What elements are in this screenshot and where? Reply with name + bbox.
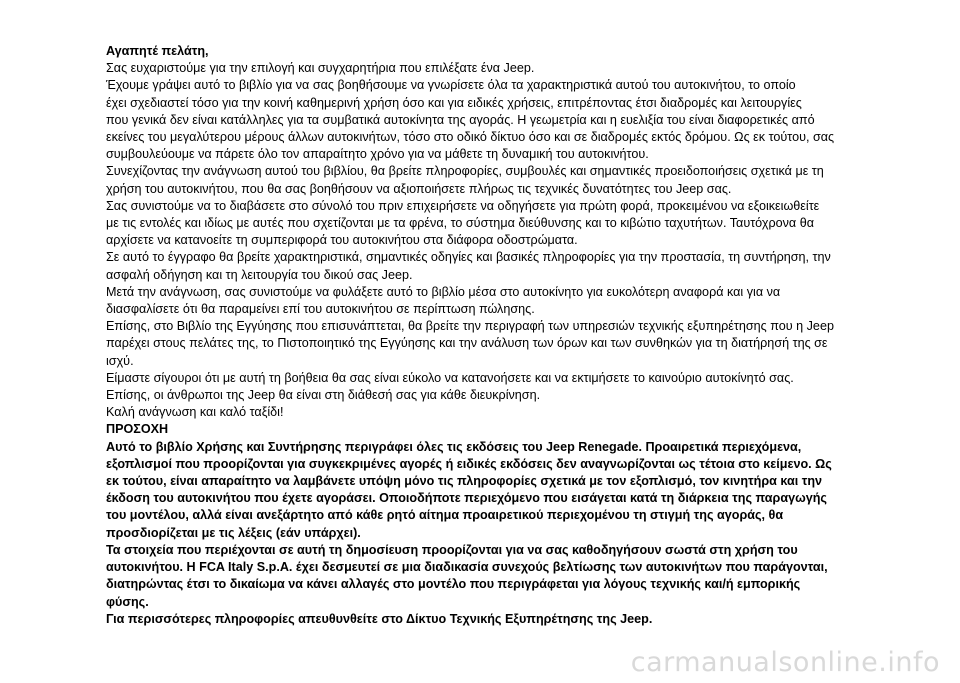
body-line: Σε αυτό το έγγραφο θα βρείτε χαρακτηριστικά, σημαντικές οδηγίες και βασικές πληροφορίες για την προστασία, τη συντήρηση, την — [106, 250, 831, 265]
document-page — [106, 43, 848, 628]
body-line: Συνεχίζοντας την ανάγνωση αυτού του βιβλίου, θα βρείτε πληροφορίες, συμβουλές και σημαντικές προειδοποιήσεις σχετικά με τη — [106, 164, 824, 179]
body-paragraph — [106, 318, 848, 370]
notice-line: διατηρώντας έτσι το δικαίωμα να κάνει αλλαγές στο μοντέλο που περιγράφεται για λόγους τεχνικής και/ή εμπορικής — [106, 577, 801, 592]
body-line: Επίσης, στο Βιβλίο της Εγγύησης που επισυνάπτεται, θα βρείτε την περιγραφή των υπηρεσιών τεχνικής εξυπηρέτησης που η Jeep — [106, 319, 834, 334]
notice-paragraph — [106, 439, 848, 542]
body-paragraph — [106, 198, 848, 250]
notice-line: εκ τούτου, είναι απαραίτητο να λαμβάνετε υπόψη μόνο τις πληροφορίες σχετικά με τον εξοπλισμό, τον κινητήρα και την — [106, 474, 823, 489]
body-line: διασφαλίσετε ότι θα παραμείνει επί του αυτοκινήτου σε περίπτωση πώλησης. — [106, 302, 535, 317]
body-line: παρέχει στους πελάτες της, το Πιστοποιητικό της Εγγύησης και την ανάλυση των όρων και των συνθηκών για τη διατήρησή της σε — [106, 336, 828, 351]
body-paragraph — [106, 404, 848, 421]
body-paragraph — [106, 284, 848, 318]
notice-line: του μοντέλου, αλλά είναι ανεξάρτητο από κάθε ρητό αίτημα προαιρετικού περιεχομένου τη στιγμή της αγοράς, θα — [106, 508, 784, 523]
notice-paragraph — [106, 542, 848, 611]
body-paragraph — [106, 370, 848, 404]
body-line: Έχουμε γράψει αυτό το βιβλίο για να σας βοηθήσουμε να γνωρίσετε όλα τα χαρακτηριστικά αυτού του αυτοκινήτου, το οποίο — [106, 78, 796, 93]
notice-paragraph — [106, 611, 848, 628]
notice-line: Αυτό το βιβλίο Χρήσης και Συντήρησης περιγράφει όλες τις εκδόσεις του Jeep Renegade. Προαιρετικά περιεχόμενα, — [106, 439, 802, 454]
body-line: ασφαλή οδήγηση και τη λειτουργία του δικού σας Jeep. — [106, 267, 413, 282]
body-paragraph — [106, 249, 848, 283]
body-line: αρχίσετε να κατανοείτε τη συμπεριφορά του αυτοκινήτου στα διάφορα οδοστρώματα. — [106, 233, 578, 248]
notice-line: προσδιορίζεται με τις λέξεις (εάν υπάρχει). — [106, 525, 361, 540]
body-line: έχει σχεδιαστεί τόσο για την κοινή καθημερινή χρήση όσο και για ειδικές χρήσεις, επιτρέποντας έτσι διαδρομές και λειτουργίες — [106, 95, 802, 110]
body-line: Σας συνιστούμε να το διαβάσετε στο σύνολό του πριν επιχειρήσετε να οδηγήσετε για πρώτη φορά, προκειμένου να εξοικειωθείτε — [106, 198, 820, 213]
body-line: χρήση του αυτοκινήτου, που θα σας βοηθήσουν να αξιοποιήσετε πλήρως τις τεχνικές δυνατότητες του Jeep σας. — [106, 181, 732, 196]
watermark-text: carmanualsonline.info — [630, 647, 940, 678]
body-line: Καλή ανάγνωση και καλό ταξίδι! — [106, 405, 284, 420]
body-line: Μετά την ανάγνωση, σας συνιστούμε να φυλάξετε αυτό το βιβλίο μέσα στο αυτοκίνητο για ευκολότερη αναφορά και για να — [106, 284, 781, 299]
body-line: Είμαστε σίγουροι ότι με αυτή τη βοήθεια θα σας είναι εύκολο να κατανοήσετε και να εκτιμήσετε το καινούριο αυτοκίνητό σας. — [106, 370, 794, 385]
body-line: εκείνες του μεγαλύτερου μέρους άλλων αυτοκινήτων, τόσο στο οδικό δίκτυο όσο και σε διαδρομές εκτός δρόμου. Ως εκ τούτου, σας — [106, 130, 835, 145]
body-line: συμβουλεύουμε να πάρετε όλο τον απαραίτητο χρόνο για να μάθετε τη δυναμική του αυτοκινήτου. — [106, 147, 649, 162]
notice-line: εξοπλισμοί που προορίζονται για συγκεκριμένες αγορές ή ειδικές εκδόσεις δεν αναγνωρίζονται ως τέτοια στο κείμενο. Ως — [106, 456, 832, 471]
body-paragraph — [106, 163, 848, 197]
greeting-heading: Αγαπητέ πελάτη, — [106, 44, 209, 58]
body-line: Επίσης, οι άνθρωποι της Jeep θα είναι στη διάθεσή σας για κάθε διευκρίνηση. — [106, 388, 541, 403]
body-line: Σας ευχαριστούμε για την επιλογή και συγχαρητήρια που επιλέξατε ένα Jeep. — [106, 61, 535, 76]
notice-line: έκδοση του αυτοκινήτου που έχετε αγοράσει. Οποιοδήποτε περιεχόμενο που εισάγεται κατά τη διάρκεια της παραγωγής — [106, 491, 827, 506]
body-line: ισχύ. — [106, 353, 134, 368]
body-text — [106, 60, 848, 421]
notice-line: φύσης. — [106, 594, 149, 609]
notice-line: αυτοκινήτου. Η FCA Italy S.p.A. έχει δεσμευτεί σε μια διαδικασία συνεχούς βελτίωσης των αυτοκινήτων που παράγονται, — [106, 560, 828, 575]
body-line: που γενικά δεν είναι κατάλληλες για τα συμβατικά αυτοκίνητα της αγοράς. Η γεωμετρία και η ευελιξία του είναι διαφορετικές από — [106, 112, 815, 127]
notice-text — [106, 439, 848, 628]
notice-heading: ΠΡΟΣΟΧΗ — [106, 422, 169, 437]
body-paragraph — [106, 60, 848, 77]
body-line: με τις εντολές και ιδίως με αυτές που σχετίζονται με τα φρένα, το σύστημα διεύθυνσης και το κιβώτιο ταχυτήτων. Ταυτόχρονα θα — [106, 216, 814, 231]
notice-line: Τα στοιχεία που περιέχονται σε αυτή τη δημοσίευση προορίζονται για να σας καθοδηγήσουν σωστά στη χρήση του — [106, 542, 798, 557]
body-paragraph — [106, 77, 848, 163]
notice-line: Για περισσότερες πληροφορίες απευθυνθείτε στο Δίκτυο Τεχνικής Εξυπηρέτησης της Jeep. — [106, 611, 653, 626]
